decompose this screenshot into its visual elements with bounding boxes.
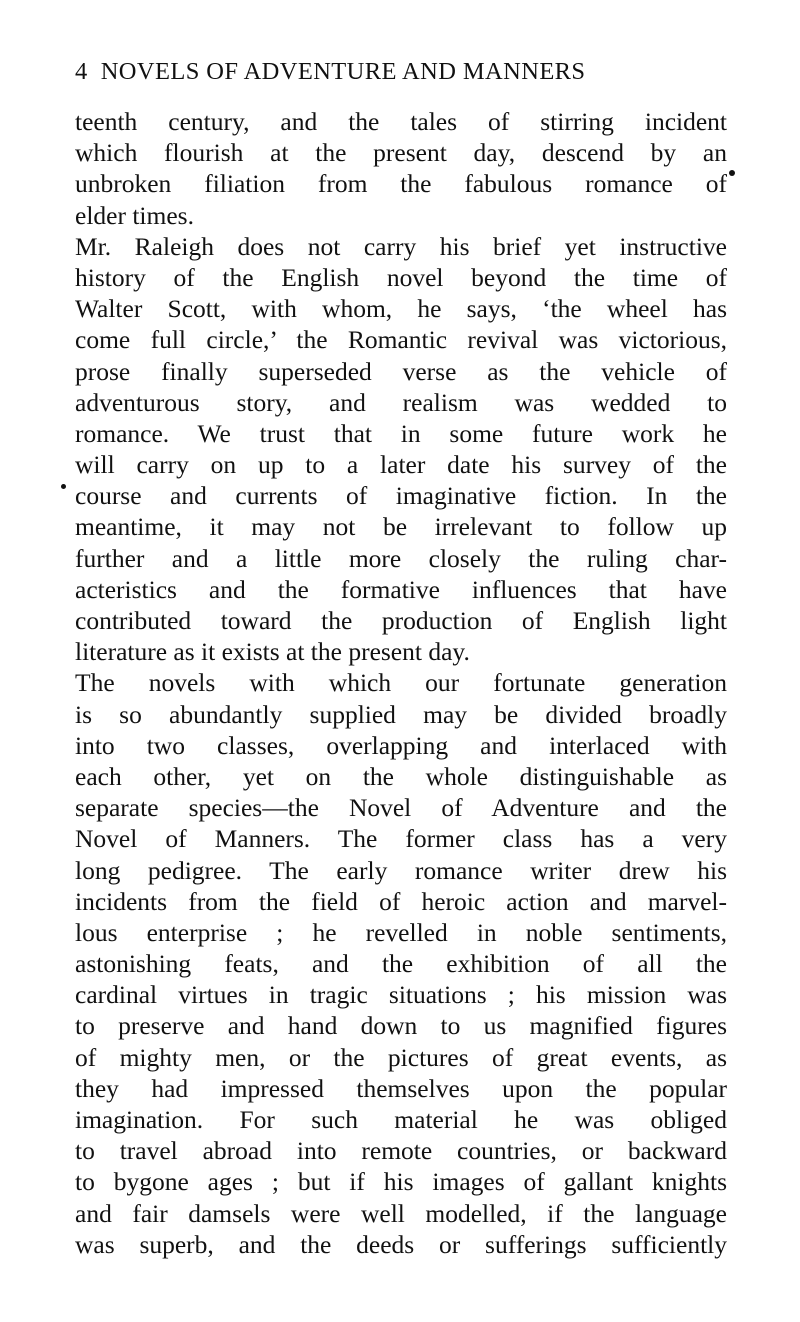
text-line: literature as it exists at the present day. (75, 637, 470, 667)
text-line: into two classes, overlapping and interlaced with (75, 730, 727, 760)
text-line: and fair damsels were well modelled, if the language (75, 1198, 727, 1228)
text-line: The novels with which our fortunate generation (75, 668, 727, 698)
text-line: imagination. For such material he was obliged (75, 1105, 727, 1134)
text-line: was superb, and the deeds or sufferings sufficiently (75, 1229, 727, 1259)
text-line: to bygone ages ; but if his images of gallant knights (75, 1167, 727, 1197)
page-body-text (75, 106, 727, 1260)
text-line: they had impressed themselves upon the popular (75, 1073, 727, 1103)
text-line: of mighty men, or the pictures of great events, as (75, 1042, 727, 1072)
scan-speck (729, 170, 735, 176)
text-line: lous enterprise ; he revelled in noble sentiments, (75, 917, 727, 947)
text-line: further and a little more closely the ruling char- (75, 543, 727, 573)
text-line: acteristics and the formative influences that have (75, 574, 727, 604)
text-line: is so abundantly supplied may be divided broadly (75, 699, 727, 729)
text-line: course and currents of imaginative fiction. In the (75, 481, 727, 511)
running-title: NOVELS OF ADVENTURE AND MANNERS (100, 58, 586, 85)
text-line: separate species—the Novel of Adventure and the (75, 793, 727, 823)
text-line: incidents from the field of heroic action and marvel- (75, 886, 727, 916)
text-line: Novel of Manners. The former class has a very (75, 824, 727, 854)
running-header (75, 58, 679, 86)
text-line: long pedigree. The early romance writer drew his (75, 855, 727, 885)
page-number: 4 (75, 58, 88, 85)
text-line: to preserve and hand down to us magnified figures (75, 1011, 727, 1041)
text-line: adventurous story, and realism was wedded to (75, 387, 727, 417)
scan-speck (61, 484, 66, 489)
text-line: come full circle,’ the Romantic revival was victorious, (75, 325, 727, 355)
text-line: Walter Scott, with whom, he says, ‘the wheel has (75, 294, 727, 324)
text-line: contributed toward the production of English light (75, 606, 727, 635)
text-line: will carry on up to a later date his survey of the (75, 450, 727, 480)
text-line: elder times. (75, 200, 194, 230)
text-line: teenth century, and the tales of stirring incident (75, 107, 727, 136)
text-line: astonishing feats, and the exhibition of all the (75, 949, 727, 979)
text-line: history of the English novel beyond the time of (75, 262, 727, 292)
text-line: which flourish at the present day, descend by an (75, 138, 727, 168)
text-line: prose finally superseded verse as the vehicle of (75, 356, 727, 386)
text-line: cardinal virtues in tragic situations ; his mission was (75, 980, 727, 1010)
text-line: to travel abroad into remote countries, or backward (75, 1136, 727, 1166)
text-line: unbroken filiation from the fabulous romance of (75, 169, 727, 199)
text-line: meantime, it may not be irrelevant to follow up (75, 512, 727, 542)
text-line: Mr. Raleigh does not carry his brief yet instructive (75, 231, 727, 261)
text-line: each other, yet on the whole distinguishable as (75, 761, 727, 791)
text-line: romance. We trust that in some future work he (75, 418, 727, 448)
